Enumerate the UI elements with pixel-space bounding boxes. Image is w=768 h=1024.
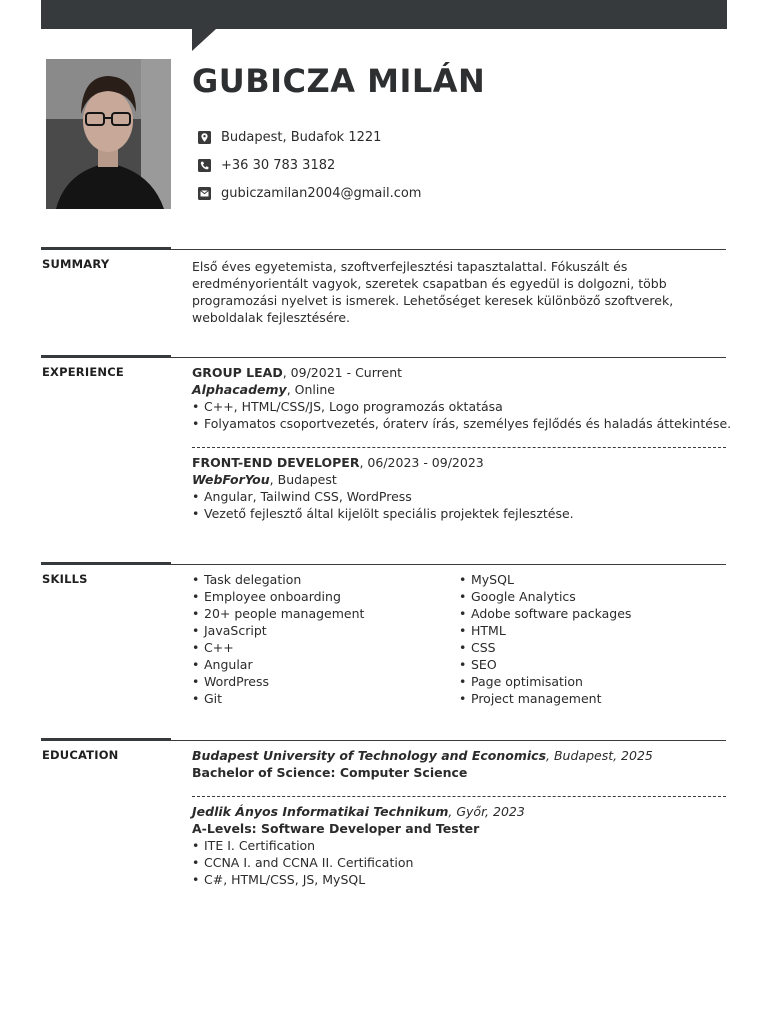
- contact-address: [198, 130, 381, 145]
- summary-line: programozási nyelvet is ismerek. Lehetőséget keresek különböző szoftverek,: [192, 293, 674, 308]
- section-divider: [171, 357, 726, 358]
- education-bullets: [192, 837, 726, 888]
- list-item: • C#, HTML/CSS, JS, MySQL: [192, 871, 726, 888]
- list-item: • Angular: [192, 656, 459, 673]
- section-divider-accent: [41, 247, 171, 250]
- school-place: , Budapest, 2025: [546, 748, 653, 763]
- experience-list: [192, 364, 732, 522]
- candidate-name: GUBICZA MILÁN: [192, 62, 486, 100]
- job-role: FRONT-END DEVELOPER: [192, 455, 360, 470]
- job-dates: , 09/2021 - Current: [282, 365, 403, 380]
- list-item: • HTML: [459, 622, 726, 639]
- job-company-line: [192, 381, 726, 398]
- entry-divider: [192, 796, 726, 797]
- education-list: [192, 747, 726, 888]
- list-item: • Git: [192, 690, 459, 707]
- list-item: • CCNA I. and CCNA II. Certification: [192, 854, 726, 871]
- education-entry: [192, 747, 726, 781]
- school-name: Budapest University of Technology and Economics: [192, 748, 547, 763]
- job-bullets: [192, 398, 732, 432]
- entry-divider: [192, 447, 726, 448]
- job-entry: [192, 364, 732, 432]
- list-item: • SEO: [459, 656, 726, 673]
- summary-line: eredményorientált vagyok, szeretek csapatban és egyedül is dolgozni, több: [192, 276, 667, 291]
- school-place: , Győr, 2023: [448, 804, 525, 819]
- list-item: • C++: [192, 639, 459, 656]
- list-item: • MySQL: [459, 571, 726, 588]
- section-divider-accent: [41, 738, 171, 741]
- job-dates: , 06/2023 - 09/2023: [359, 455, 484, 470]
- list-item: • Angular, Tailwind CSS, WordPress: [192, 488, 726, 505]
- list-item: • Employee onboarding: [192, 588, 459, 605]
- section-divider-accent: [41, 355, 171, 358]
- job-company: WebForYou: [192, 472, 270, 487]
- list-item: • 20+ people management: [192, 605, 459, 622]
- summary-text: [192, 258, 726, 326]
- list-item: • Project management: [459, 690, 726, 707]
- school-line: [192, 803, 726, 820]
- degree: A-Levels: Software Developer and Tester: [192, 821, 480, 836]
- job-header: [192, 454, 726, 471]
- skills-column-right: [459, 571, 726, 707]
- list-item: • Folyamatos csoportvezetés, óraterv írás, személyes fejlődés és haladás áttekintése.: [192, 415, 726, 432]
- list-item: • C++, HTML/CSS/JS, Logo programozás oktatása: [192, 398, 726, 415]
- job-company-line: [192, 471, 726, 488]
- skills-column-left: [192, 571, 459, 707]
- section-divider: [171, 564, 726, 565]
- header-flag-notch: [192, 29, 216, 51]
- degree: Bachelor of Science: Computer Science: [192, 765, 468, 780]
- profile-photo: [46, 59, 171, 209]
- section-title-experience: EXPERIENCE: [42, 365, 124, 379]
- address-text: Budapest, Budafok 1221: [221, 130, 382, 145]
- contact-email: [198, 186, 421, 201]
- job-location: , Online: [286, 382, 335, 397]
- profile-photo-image: [46, 59, 171, 209]
- job-location: , Budapest: [269, 472, 337, 487]
- phone-text: +36 30 783 3182: [221, 158, 336, 173]
- list-item: • Google Analytics: [459, 588, 726, 605]
- contact-phone: [198, 158, 335, 173]
- header-bar: [41, 0, 727, 29]
- email-link[interactable]: gubiczamilan2004@gmail.com: [221, 186, 422, 201]
- list-item: • JavaScript: [192, 622, 459, 639]
- job-bullets: [192, 488, 726, 522]
- list-item: • Adobe software packages: [459, 605, 726, 622]
- section-title-skills: SKILLS: [42, 572, 88, 586]
- summary-line: Első éves egyetemista, szoftverfejlesztési tapasztalattal. Fókuszált és: [192, 259, 628, 274]
- job-role: GROUP LEAD: [192, 365, 283, 380]
- location-pin-icon: [198, 131, 211, 144]
- list-item: • CSS: [459, 639, 726, 656]
- job-header: [192, 364, 726, 381]
- job-company: Alphacademy: [192, 382, 287, 397]
- list-item: • Page optimisation: [459, 673, 726, 690]
- section-divider-accent: [41, 562, 171, 565]
- section-title-education: EDUCATION: [42, 748, 119, 762]
- school-line: [192, 747, 726, 764]
- list-item: • Task delegation: [192, 571, 459, 588]
- education-entry: [192, 803, 726, 888]
- summary-line: weboldalak fejlesztésére.: [192, 310, 351, 325]
- skills-list: [192, 571, 726, 707]
- job-entry: [192, 454, 726, 522]
- section-title-summary: SUMMARY: [42, 257, 110, 271]
- envelope-icon: [198, 187, 211, 200]
- section-divider: [171, 740, 726, 741]
- list-item: • WordPress: [192, 673, 459, 690]
- section-divider: [171, 249, 726, 250]
- phone-icon: [198, 159, 211, 172]
- school-name: Jedlik Ányos Informatikai Technikum: [192, 804, 449, 819]
- list-item: • Vezető fejlesztő által kijelölt speciális projektek fejlesztése.: [192, 505, 726, 522]
- list-item: • ITE I. Certification: [192, 837, 726, 854]
